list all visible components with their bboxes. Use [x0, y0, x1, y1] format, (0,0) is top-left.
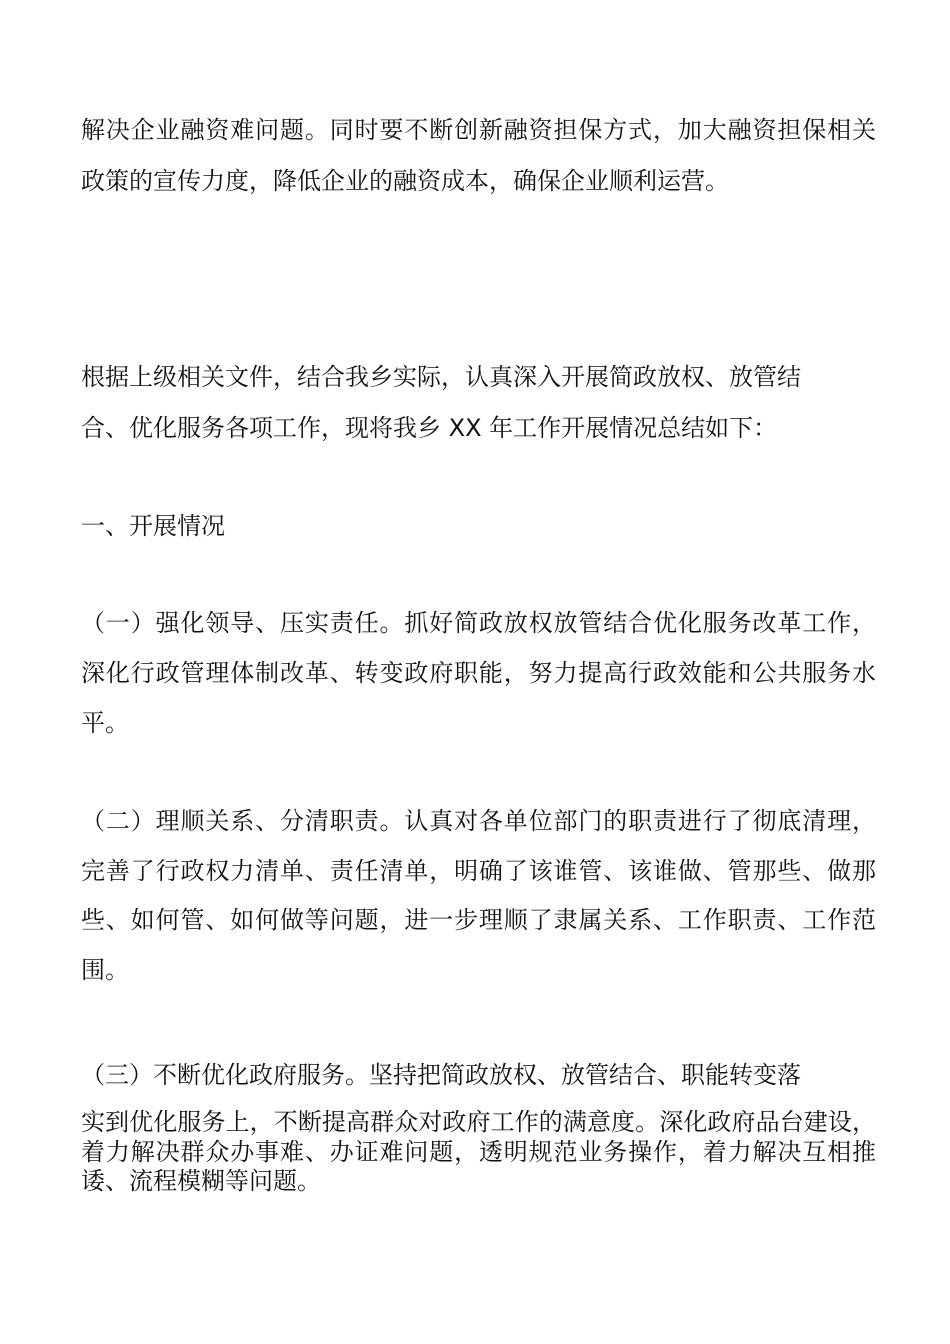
- text-line: （一）强化领导、压实责任。抓好简政放权放管结合优化服务改革工作，: [81, 609, 876, 637]
- text-line: 平。: [81, 709, 129, 737]
- text-line: 诿、流程模糊等问题。: [81, 1167, 321, 1195]
- text-line: 实到优化服务上，不断提高群众对政府工作的满意度。深化政府品台建设，: [81, 1108, 876, 1136]
- text-line: 政策的宣传力度，降低企业的融资成本，确保企业顺利运营。: [81, 167, 729, 195]
- section-heading: 一、开展情况: [81, 512, 225, 540]
- text-line: 些、如何管、如何做等问题，进一步理顺了隶属关系、工作职责、工作范: [81, 906, 876, 934]
- text-line: 根据上级相关文件，结合我乡实际，认真深入开展简政放权、放管结: [81, 363, 801, 391]
- text-line: 围。: [81, 956, 129, 984]
- text-line: 合、优化服务各项工作，现将我乡 XX 年工作开展情况总结如下：: [81, 414, 778, 442]
- text-line: 深化行政管理体制改革、转变政府职能，努力提高行政效能和公共服务水: [81, 659, 876, 687]
- text-line: （三）不断优化政府服务。坚持把简政放权、放管结合、职能转变落: [81, 1061, 801, 1089]
- text-line: 完善了行政权力清单、责任清单，明确了该谁管、该谁做、管那些、做那: [81, 857, 876, 885]
- text-line: 着力解决群众办事难、办证难问题，透明规范业务操作，着力解决互相推: [81, 1138, 876, 1166]
- text-line: （二）理顺关系、分清职责。认真对各单位部门的职责进行了彻底清理，: [81, 807, 876, 835]
- text-line: 解决企业融资难问题。同时要不断创新融资担保方式，加大融资担保相关: [81, 116, 876, 144]
